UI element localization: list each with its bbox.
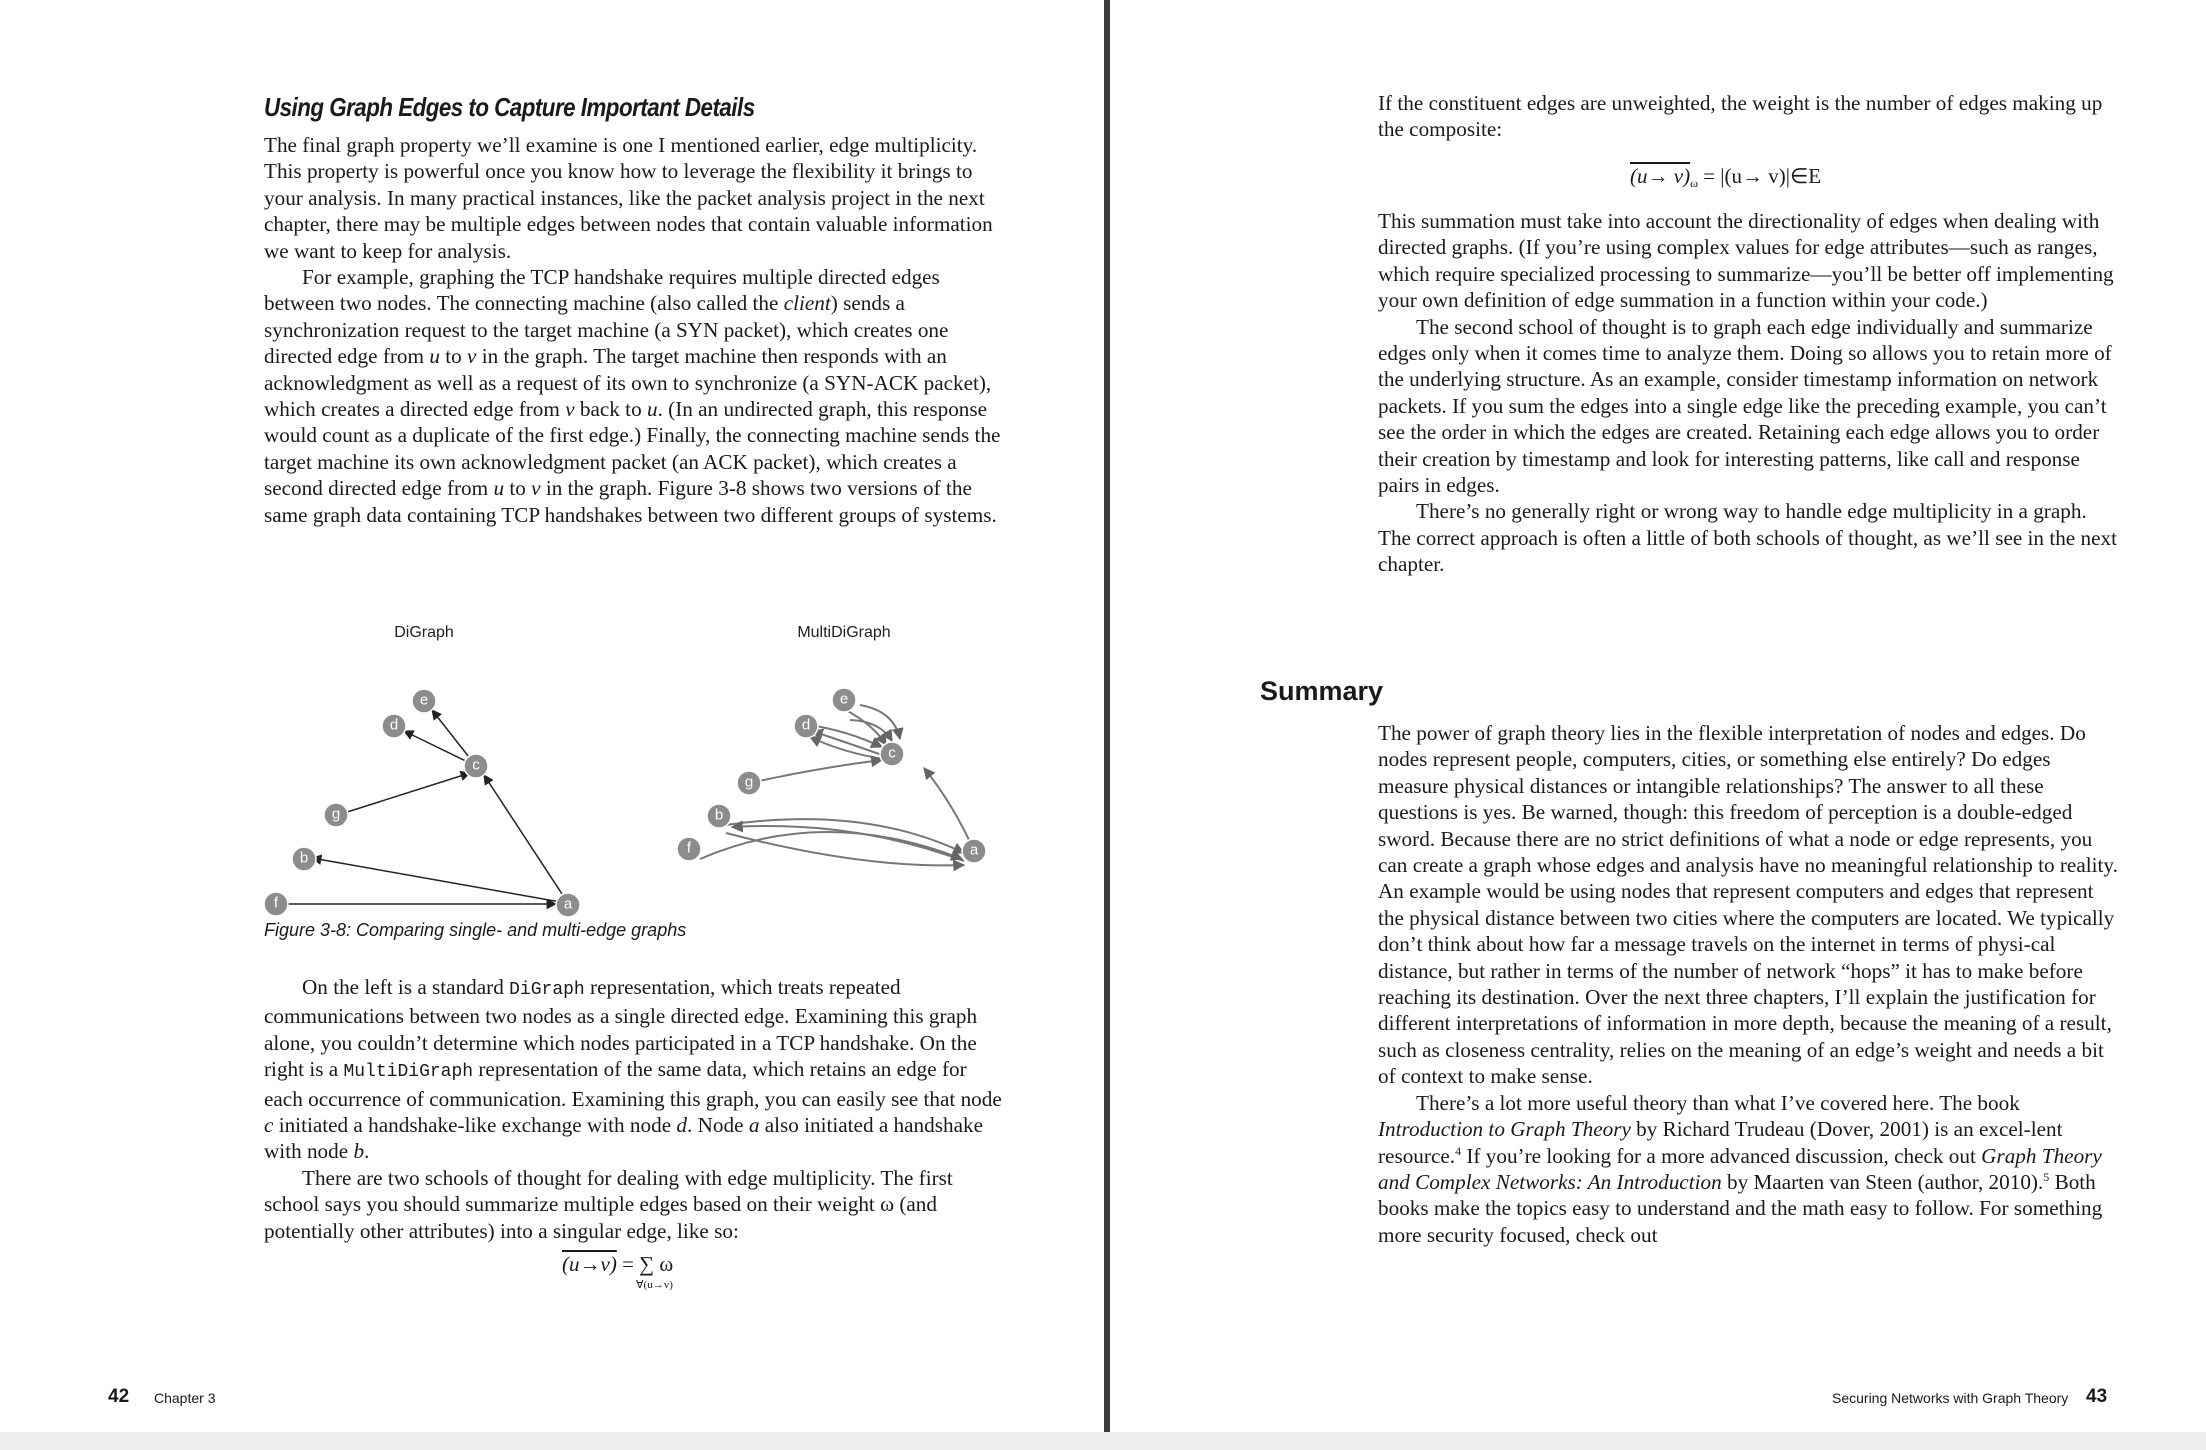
math-var: v: [531, 476, 541, 501]
footnote-marker[interactable]: 5: [2043, 1169, 2050, 1184]
text-run: representation, which treats repeated communications between two nodes as a single directed edge. Examining this graph alone, you couldn’t determine which nodes participated in a TCP handshake. On the right is a: [264, 975, 978, 1082]
bottom-margin: [0, 1432, 2206, 1450]
paragraph: There are two schools of thought for dealing with edge multiplicity. The first school says you should summarize multiple edges based on their weight ω (and potentially other attributes) into a singular edge, like so:: [264, 1165, 953, 1243]
paragraph: If the constituent edges are unweighted, the weight is the number of edges making up the composite:: [1378, 91, 2103, 142]
right-text-block-3: [1378, 720, 2118, 1248]
formula-subscript: ∀(u→v): [636, 1279, 673, 1291]
text-run: by Richard Trudeau (Dover, 2001) is an excel-lent resource.: [1378, 1117, 2063, 1168]
composite-weight-formula: [1630, 164, 1821, 191]
node-label: c: [472, 756, 480, 774]
edge-c-d-2: [810, 737, 884, 759]
edge-g-c: [759, 760, 882, 781]
formula-lhs: (u→v): [562, 1252, 617, 1276]
footnote-marker[interactable]: 4: [1455, 1143, 1462, 1158]
text-run: in the graph. Figure 3-8 shows two versions of the same graph data containing TCP handshakes between two different groups of systems.: [264, 476, 997, 527]
paragraph: [264, 264, 1004, 528]
math-var: u: [429, 344, 440, 369]
node-label: e: [419, 691, 429, 709]
text-run: .: [364, 1139, 370, 1164]
multidigraph-nodes: [677, 688, 986, 863]
right-text-block-1: [1378, 90, 2118, 143]
edge-c-e-2: [850, 720, 892, 741]
panel-title-digraph: DiGraph: [394, 624, 454, 641]
text-run: Both books make the topics easy to understand and the math easy to follow. For something more security focused, check out: [1378, 1169, 2103, 1247]
text-run: For example, graphing the TCP handshake requires multiple directed edges between two nodes. The connecting machine (also called the: [264, 265, 940, 316]
text-run: representation of the same data, which retains an edge for each occurrence of communication. Examining this graph, you can easily see that node: [264, 1057, 1002, 1111]
node-label: e: [839, 690, 849, 708]
page-number: 42: [108, 1386, 130, 1407]
text-run: . (In an undirected graph, this response would count as a duplicate of the first edge.) Finally, the connecting machine sends the target machine its own acknowledgment packet (an ACK packet), which creates a second directed edge from: [264, 397, 1001, 501]
edge-a-c: [484, 775, 566, 900]
formula-rhs: = |(u→ v)|∈E: [1697, 164, 1822, 188]
text-run: by Maarten van Steen (author, 2010).: [1721, 1169, 2044, 1194]
book-title: Introduction to Graph Theory: [1378, 1117, 1631, 1142]
text-run: back to: [574, 397, 647, 422]
node-label: a: [563, 895, 573, 913]
code-term: DiGraph: [509, 980, 585, 1000]
edge-a-b: [312, 858, 566, 903]
summary-heading: Summary: [1260, 676, 1384, 706]
paragraph: The final graph property we’ll examine is one I mentioned earlier, edge multiplicity. This property is powerful once you know how to leverage the flexibility it brings to your analysis. In many practical instances, like the packet analysis project in the next chapter, there may be multiple edges between nodes that contain valuable information we want to keep for analysis.: [264, 133, 993, 263]
node-label: b: [299, 849, 309, 867]
paragraph: This summation must take into account the directionality of edges when dealing with directed graphs. (If you’re using complex values for edge attributes—such as ranges, which require specialized processing to summarize—you’ll be better off implementing your own definition of edge summation in a function within your code.): [1378, 209, 2114, 313]
paragraph: There’s no generally right or wrong way to handle edge multiplicity in a graph. The correct approach is often a little of both schools of thought, as we’ll see in the next chapter.: [1378, 499, 2117, 577]
text-run: . Node: [687, 1113, 749, 1138]
math-var: b: [353, 1139, 365, 1164]
text-run: If you’re looking for a more advanced discussion, check out: [1461, 1143, 1982, 1168]
text-run: in the graph. The target machine then responds with an acknowledgment as well as a request of its own to synchronize (a SYN-ACK packet), which creates a directed edge from: [264, 344, 992, 422]
node-label: c: [888, 744, 896, 762]
text-run: There’s a lot more useful theory than what I’ve covered here. The book: [1416, 1090, 2020, 1115]
formula-subscript: ω: [1690, 176, 1698, 190]
node-label: d: [389, 716, 399, 734]
paragraph: [1378, 1090, 2118, 1248]
math-var: v: [565, 397, 575, 422]
node-label: d: [801, 716, 811, 734]
text-run: initiated a handshake-like exchange with node: [273, 1113, 677, 1138]
math-var: a: [748, 1113, 760, 1138]
code-term: MultiDiGraph: [343, 1062, 474, 1083]
figure-3-8: [264, 615, 1004, 920]
panel-title-multidigraph: MultiDiGraph: [797, 624, 891, 641]
page-number: 43: [2086, 1386, 2108, 1407]
graph-diagram: [264, 615, 1004, 920]
node-label: g: [744, 773, 754, 791]
digraph-nodes: [264, 689, 580, 917]
text-run: On the left is a standard: [302, 975, 510, 999]
figure-caption: Figure 3-8: Comparing single- and multi-edge graphs: [264, 920, 687, 940]
math-var: d: [676, 1113, 688, 1138]
paragraph: The power of graph theory lies in the flexible interpretation of nodes and edges. Do nodes represent people, computers, cities, or something else entirely? Do edges measure physical distances or intangible relationships? The answer to all these questions is yes. Be warned, though: this freedom of perception is a double-edged sword. Because there are no strict definitions of what a node or edge represents, you can create a graph whose edges and analysis have no meaningful relationship to reality. An example would be using nodes that represent computers and edges that represent the physical distance between two cities where the computers are located. We typically don’t think about how far a message travels on the internet in terms of physi-cal distance, but rather in terms of the number of network “hops” it has to make before reaching its destination. Over the next three chapters, I’ll explain the justification for different interpretations of information in more depth, because the meaning of a result, such as closeness centrality, relies on the meaning of an edge’s weight and needs a bit of context to make sense.: [1378, 721, 2118, 1089]
node-label: f: [686, 839, 692, 857]
node-label: f: [273, 894, 279, 912]
left-text-block-1: [264, 132, 1004, 528]
node-label: g: [331, 805, 341, 823]
edge-g-c: [344, 773, 470, 813]
formula-lhs: (u→ v): [1630, 164, 1691, 188]
math-var: u: [493, 476, 505, 501]
digraph-edges: [276, 710, 566, 904]
formula-rhs: = ∑ ω: [616, 1252, 674, 1276]
chapter-label: Chapter 3: [154, 1390, 216, 1406]
math-var: v: [466, 344, 477, 369]
math-var: u: [646, 397, 658, 422]
text-run: ) sends a synchronization request to the target machine (a SYN packet), which creates one directed edge from: [264, 291, 949, 369]
running-head: Securing Networks with Graph Theory: [1832, 1390, 2069, 1406]
section-heading: Using Graph Edges to Capture Important Details: [264, 92, 755, 122]
text-run: to: [439, 344, 467, 369]
node-label: a: [969, 841, 979, 859]
math-var: c: [264, 1113, 274, 1138]
text-run: to: [504, 476, 532, 501]
paragraph: The second school of thought is to graph each edge individually and summarize edges only when it comes time to analyze them. Doing so allows you to retain more of the underlying structure. As an example, consider timestamp information on network packets. If you sum the edges into a single edge like the preceding example, you can’t see the order in which the edges are created. Retaining each edge allows you to order their creation by timestamp and look for interesting patterns, like call and response pairs in edges.: [1378, 314, 2112, 498]
node-label: b: [714, 806, 724, 824]
text-run: also initiated a handshake with node: [264, 1113, 983, 1164]
summation-formula: [562, 1252, 674, 1291]
book-spine: [1104, 0, 1110, 1450]
right-text-block-2: [1378, 208, 2118, 578]
paragraph: [264, 974, 1004, 1165]
book-title: Graph Theory and Complex Networks: An Introduction: [1378, 1143, 2102, 1194]
left-text-block-2: [264, 974, 1004, 1244]
italic-term: client: [783, 291, 831, 316]
